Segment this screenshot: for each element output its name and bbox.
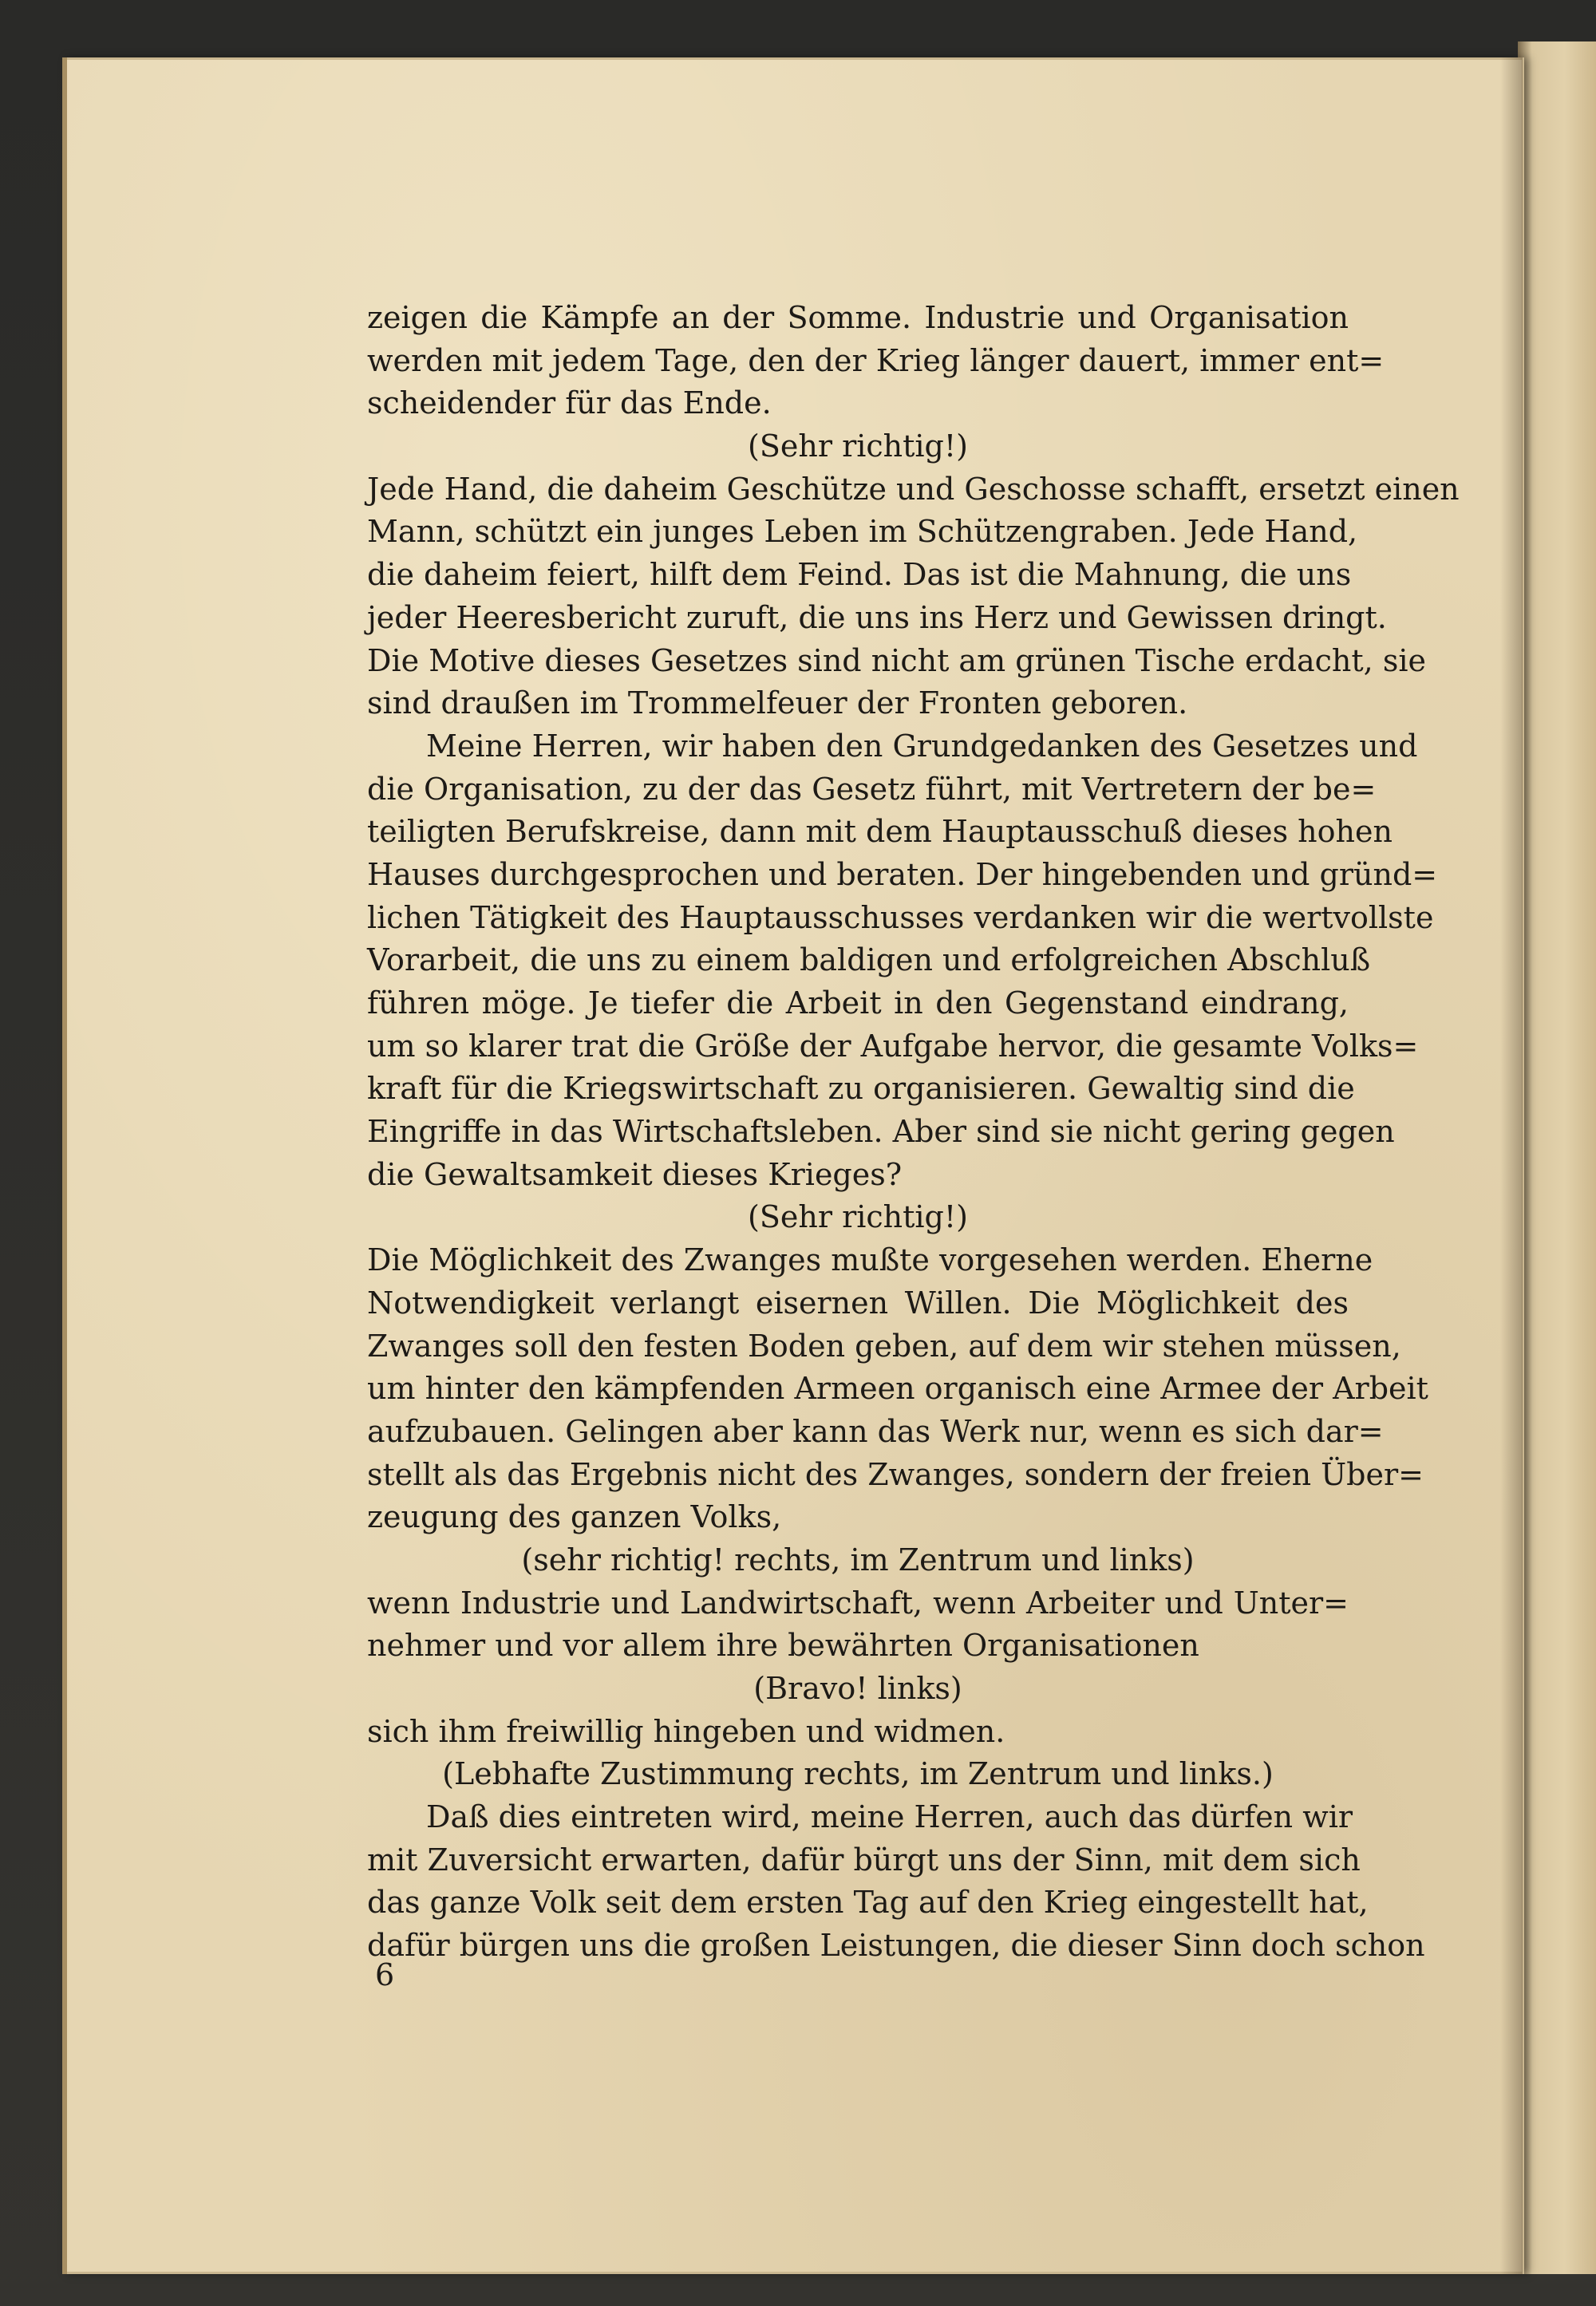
page-number: 6	[375, 1957, 395, 1992]
text-line: Mann, schützt ein junges Leben im Schützengraben. Jede Hand,	[367, 514, 1358, 550]
body-text	[367, 297, 1460, 1968]
interjection-line: (sehr richtig! rechts, im Zentrum und links)	[521, 1542, 1195, 1577]
text-line: Hauses durchgesprochen und beraten. Der hingebenden und gründ=	[367, 856, 1438, 892]
page-fold-shadow	[1500, 57, 1523, 2274]
text-line: Jede Hand, die daheim Geschütze und Geschosse schafft, ersetzt einen	[367, 471, 1460, 507]
paragraph-start-line: Meine Herren, wir haben den Grundgedanken des Gesetzes und	[426, 728, 1418, 764]
text-line: lichen Tätigkeit des Hauptausschusses verdanken wir die wertvollste	[367, 899, 1434, 935]
text-line: dafür bürgen uns die großen Leistungen, die dieser Sinn doch schon	[367, 1928, 1425, 1964]
interjection-line: (Bravo! links)	[753, 1671, 962, 1706]
text-line: nehmer und vor allem ihre bewährten Organisationen	[367, 1628, 1199, 1664]
text-line: führen möge. Je tiefer die Arbeit in den Gegenstand eindrang,	[367, 985, 1349, 1021]
text-line: zeugung des ganzen Volks,	[367, 1499, 782, 1535]
interjection-line: (Sehr richtig!)	[748, 1199, 968, 1235]
text-line: Zwanges soll den festen Boden geben, auf dem wir stehen müssen,	[367, 1328, 1401, 1364]
text-line: die Organisation, zu der das Gesetz führt, mit Vertretern der be=	[367, 771, 1377, 807]
text-line: zeigen die Kämpfe an der Somme. Industrie und Organisation	[367, 300, 1349, 335]
text-line: Vorarbeit, die uns zu einem baldigen und erfolgreichen Abschluß	[367, 942, 1371, 978]
text-line: sind draußen im Trommelfeuer der Fronten geboren.	[367, 685, 1188, 721]
text-line: das ganze Volk seit dem ersten Tag auf den Krieg eingestellt hat,	[367, 1885, 1369, 1921]
text-line: um so klarer trat die Größe der Aufgabe hervor, die gesamte Volks=	[367, 1028, 1419, 1064]
text-line: Notwendigkeit verlangt eisernen Willen. Die Möglichkeit des	[367, 1285, 1349, 1321]
text-line: teiligten Berufskreise, dann mit dem Hauptausschuß dieses hohen	[367, 814, 1393, 850]
text-line: Die Motive dieses Gesetzes sind nicht am grünen Tische erdacht, sie	[367, 642, 1426, 678]
text-line: werden mit jedem Tage, den der Krieg länger dauert, immer ent=	[367, 342, 1385, 378]
text-line: stellt als das Ergebnis nicht des Zwanges, sondern der freien Über=	[367, 1456, 1424, 1492]
page-left-edge	[62, 57, 67, 2274]
text-line: wenn Industrie und Landwirtschaft, wenn Arbeiter und Unter=	[367, 1585, 1349, 1621]
text-line: Eingriffe in das Wirtschaftsleben. Aber sind sie nicht gering gegen	[367, 1114, 1395, 1150]
text-line: die Gewaltsamkeit dieses Krieges?	[367, 1156, 903, 1192]
interjection-line: (Lebhafte Zustimmung rechts, im Zentrum und links.)	[442, 1756, 1274, 1792]
paragraph-start-line: Daß dies eintreten wird, meine Herren, auch das dürfen wir	[426, 1799, 1353, 1835]
text-line: aufzubauen. Gelingen aber kann das Werk nur, wenn es sich dar=	[367, 1413, 1384, 1449]
text-line: die daheim feiert, hilft dem Feind. Das ist die Mahnung, die uns	[367, 557, 1352, 593]
text-line: Die Möglichkeit des Zwanges mußte vorgesehen werden. Eherne	[367, 1242, 1373, 1278]
next-page-edge	[1518, 41, 1596, 2274]
interjection-line: (Sehr richtig!)	[748, 428, 968, 464]
text-line: scheidender für das Ende.	[367, 385, 772, 421]
text-line: kraft für die Kriegswirtschaft zu organisieren. Gewaltig sind die	[367, 1071, 1355, 1107]
text-line: um hinter den kämpfenden Armeen organisch eine Armee der Arbeit	[367, 1371, 1428, 1407]
text-line: sich ihm freiwillig hingeben und widmen.	[367, 1713, 1005, 1749]
text-line: mit Zuversicht erwarten, dafür bürgt uns der Sinn, mit dem sich	[367, 1842, 1361, 1878]
text-line: jeder Heeresbericht zuruft, die uns ins Herz und Gewissen dringt.	[367, 599, 1387, 635]
